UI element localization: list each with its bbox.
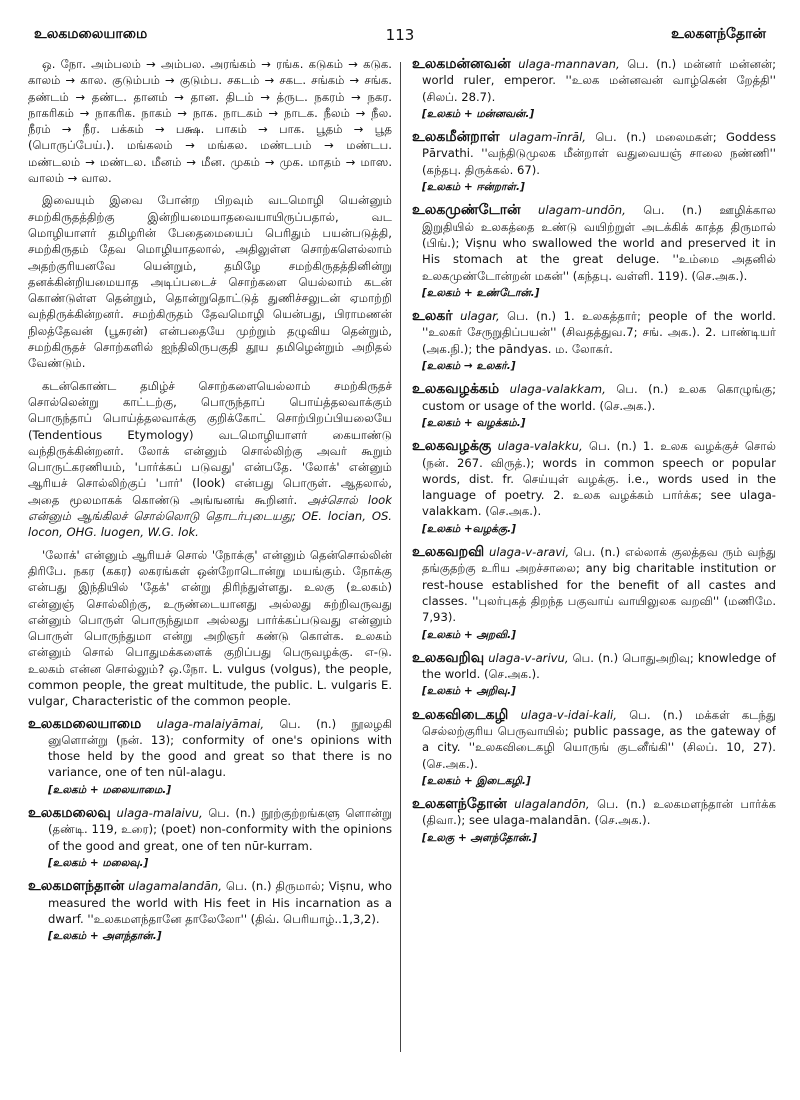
etymology-paragraph-3 [28,378,392,541]
entry-etymology: [உலகம் + வழக்கம்.] [422,416,526,429]
dictionary-entry [412,650,776,683]
entry-transliteration: ulaga-mannavan, [518,57,620,71]
entry-definition: பெ. (n.) உலகமளந்தான் பார்க்க (திவா.); see ulaga-malandān. (செ.அக.). [422,797,776,828]
entry-etymology: [உலகம் + அளந்தான்.] [48,930,162,943]
entry-headword: உலகவழக்கம் [412,381,500,398]
entry-definition: பெ. (n.) நூலழகி னுளொன்று (நன். 13); conformity of one's opinions with those held by the good and great so that there is no variance, one of ten nūl-alagu. [48,716,392,780]
dictionary-entry [28,878,392,927]
entry-definition: பெ. (n.) மக்கள் கடந்து செல்லற்குரிய பெருவாயில்; public passage, as the gateway of a city. ''உலகவிடைகழி யொருங் குடனீங்கி'' (சிலப். 10, 27). (செ.அக.). [422,707,776,771]
entry-definition: பெ. (n.) மன்னர் மன்னன்; world ruler, emperor. ''உலக மன்னவன் வாழ்கென் றேத்தி'' (சிலப். 28.7). [422,57,776,104]
entry-definition: பெ. (n.) திருமால்; Viṣnu, who measured the world with His feet in His incarnation as a dwarf. ''உலகமளந்தானே தாலேலோ'' (திவ். பெரியாழ்..1,3,2). [48,879,392,926]
entry-transliteration: ulaga-valakku, [497,439,583,454]
entry-headword: உலகமளந்தான் [28,878,125,895]
entry-headword: உலகமுண்டோன் [412,202,521,219]
entry-headword: உலகளந்தோன் [412,796,507,813]
etymology-paragraph-2: இவையும் இவை போன்ற பிறவும் வடமொழி யென்னும் சமற்கிருதத்திற்கு இன்றியமையாதவையாயிருப்பதால், வட மொழியாளர் தமிழரின் பேதைமையைப் பெரிதும் பயன்படுத்தி, சமற்கிருதம் தேவ மொழியாதலால், அதிலுள்ள சொற்களெல்லாம் அதற்குரியனவே யென்றும், தமிழே சமற்கிருதத்தினின்று தனக்கின்றியமையாத அடிப்படைச் சொற்களை யெல்லாம் கடன் கொண்டுள்ள தென்றும், தொன்றுதொட்டுத் துணிச்சலுடன் ஏமாற்றி வந்திருக்கின்றனர். சமற்கிருதம் தேவமொழி யென்பது, பிராமணன் நிலத்தேவன் (பூசுரன்) என்பதையே முற்றும் தழுவிய தென்றும், சமற்கிருதச் சொற்களில் ஐந்திலிருபகுதி தூய தமிழென்றும் அறிதல் வேண்டும். [28,193,392,371]
entry-definition: பெ. (n.) எல்லாக் குலத்தவ ரும் வந்து தங்குதற்கு உரிய அறச்சாலை; any big charitable institution or rest-house established for the benefit of all castes and classes. ''புலர்புகத் திறந்த பகுவாய் வாயிலுலக வறவி'' (மணிமே. 7,93). [422,545,776,625]
entry-etymology: [உலகம் + அறிவு.] [422,685,516,698]
entry-etymology: [உலகம் + உண்டோன்.] [422,286,540,299]
etymology-paragraph-4: 'லோக்' என்னும் ஆரியச் சொல் 'நோக்கு' என்னும் தென்சொல்லின் திரிபே. நகர (ககர) லகரங்கள் ஒன்றோடொன்று மயங்கும். நோக்கு என்பது இந்தியில் 'தேக்' என்று திரிந்துள்ளது. உலகு (உலகம்) என்னுஞ் சொல்லிற்கு, உருண்டையானது அல்லது சுற்றிவருவது என்னும் பொருள் பொருந்துமா அல்லது பார்க்கப்படுவது என்னும் பொருள் பொருந்துமா என்று அறிஞர் கண்டு கொள்க. உலகம் என்னும் சொல் பொதுமக்களைக் குறிப்பது பெருவழக்கு. எ-டு. உலகம் என்ன சொல்லும்? ஒ.நோ. L. vulgus (volgus), the people, common people, the great multitude, the public. L. vulgaris E. vulgar, Characteristic of the common people. [28,547,392,709]
entry-headword: உலகமலையாமை [28,715,142,732]
entry-etymology: [உலகம் + மன்னவன்.] [422,107,535,120]
header-left-guideword: உலகமலையாமை [34,26,148,42]
running-head [34,26,766,48]
entry-definition: பெ. (n.) உலக கொழுங்கு; custom or usage of the world. (செ.அக.). [422,382,776,413]
dictionary-entry [28,805,392,854]
dictionary-entry [412,544,776,625]
entry-headword: உலகவறிவு [412,649,485,666]
right-column [412,56,776,1066]
dictionary-entry [412,438,776,519]
dictionary-entry [412,56,776,105]
entry-transliteration: ulaga-v-aravi, [488,545,570,560]
entry-definition: பெ. (n.) 1. உலகத்தார்; people of the world. ''உலகர் சேருறுதிப்பயன்'' (சிவதத்துவ.7; சங். அக.). 2. பாண்டியர் (அக.நி.); the pāndyas. ம. லோகர். [422,309,776,356]
dictionary-entry [412,129,776,178]
dictionary-entry [412,308,776,357]
entry-etymology: [உலகம் → உலகர்.] [422,360,516,373]
entry-transliteration: ulagar, [460,309,500,324]
entry-definition: பெ. (n.) ஊழிக்கால இறுதியில் உலகத்தை உண்டு வயிற்றுள் அடக்கிக் காத்த திருமால் (பிங்.); Viṣnu who swallowed the world and preserved it in His stomach at the great deluge. ''உம்மை அதனில் உலகமுண்டோன்றன் மகன்'' (கந்தபு. வள்ளி. 119). (செ.அக.). [422,203,776,283]
entry-transliteration: ulagam-īnrāl, [509,130,586,145]
entry-transliteration: ulagam-undōn, [538,203,626,218]
entry-transliteration: ulaga-malaiyāmai, [156,716,265,731]
entry-transliteration: ulaga-malaivu, [116,806,203,821]
entry-transliteration: ulaga-v-idai-kali, [520,707,617,722]
entry-transliteration: ulagamalandān, [128,879,222,894]
entry-etymology: [உலகம் + மலைவு.] [48,856,149,869]
entry-transliteration: ulaga-valakkam, [509,382,606,397]
entry-headword: உலகர் [412,308,453,325]
entry-headword: உலகமன்னவன் [412,56,511,72]
entry-etymology: [உலகம் + ஈன்றாள்.] [422,181,525,194]
entry-etymology: [உலகம் + அறவி.] [422,628,516,641]
entry-definition: பெ. (n.) பொதுஅறிவு; knowledge of the world. (செ.அக.). [422,650,776,682]
dictionary-entry [412,202,776,283]
etymology-paragraph-3-text: கடன்கொண்ட தமிழ்ச் சொற்களையெல்லாம் சமற்கிருதச் சொல்லென்று காட்டற்கு, பொருந்தாப் பொய்த்தலவாக்கும் பொருந்தாப் பொய்த்தலவாக்கு குறிக்கோட் சொற்பிறப்பியலையே (Tendentious Etymology) வடமொழியாளர் கையாண்டு வந்திருக்கின்றனர். லோக் என்னும் சொல்லிற்கு அவர் கூறும் பொருட்கரணியம், 'பார்க்கப் படுவது' என்பதே. 'லோக்' என்னும் ஆரியச் சொல்லிற்குப் 'பார்' (look) என்பது பொருள். ஆதலால், அதை மூலமாகக் கொண்டு அங்ஙனங் கூறினர். [28,378,392,507]
entry-definition: பெ. (n.) மலைமகள்; Goddess Pārvathi. ''வந்திடுமுலக மீன்றாள் வதுவையஞ் சாலை நண்ணி'' (கந்தபு. திருக்கல். 67). [422,130,776,177]
entry-etymology: [உலகம் + மலையாமை.] [48,783,172,796]
header-right-guideword: உலகளந்தோன் [671,26,766,42]
entry-headword: உலகவிடைகழி [412,706,509,723]
entry-etymology: [உலகு + அளந்தோன்.] [422,831,538,844]
page-number: 113 [385,26,415,44]
entry-headword: உலகமலைவு [28,805,111,822]
entry-transliteration: ulagalandōn, [514,797,590,812]
column-divider [400,62,401,1052]
dictionary-entry [412,796,776,829]
entry-definition: பெ. (n.) 1. உலக வழக்குச் சொல் (நன். 267. விருத்.); words in common speech or popular words, dist. fr. செய்யுள் வழக்கு. i.e., words used in the language of poetry. 2. உலக வழக்கம் பார்க்க; see ulaga-valakkam. (செ.அக.). [422,439,776,519]
etymology-paragraph-3-cognates: அச்சொல் look என்னும் ஆங்கிலச் சொல்லொடு தொடர்புடையது; OE. locian, OS. locon, OHG. luogen, W.G. lok. [28,492,392,540]
dictionary-entry [412,381,776,414]
entry-headword: உலகமீன்றாள் [412,129,500,146]
entry-etymology: [உலகம் +வழக்கு.] [422,522,516,535]
entry-headword: உலகவழக்கு [412,438,492,455]
entry-definition: பெ. (n.) நூற்குற்றங்களு ளொன்று (தண்டி. 119, உரை); (poet) non-conformity with the opinions of the good and great, one of ten nūr-kurram. [48,806,392,853]
left-column [28,56,392,1066]
entry-etymology: [உலகம் + இடைகழி.] [422,774,531,787]
entry-headword: உலகவறவி [412,544,485,561]
etymology-paragraph-1: ஒ. நோ. அம்பலம் → அம்பல. அரங்கம் → ரங்க. கடுகம் → கடுக. காலம் → கால. குடும்பம் → குடும்ப. சகடம் → சகட. சங்கம் → சங்க. தண்டம் → தண்ட. தானம் → தான. திடம் → த்ருட. நகரம் → நகர. நாகரிகம் → நாகரிக. நாகம் → நாக. நாடகம் → நாடக. நீலம் → நீல. நீரம் → நீர. பக்கம் → பக்ஷ. பாகம் → பாக. பூதம் → பூத (பொருப்பேய்.). மங்கலம் → மங்கல. மண்டபம் → மண்டப. மண்டலம் → மண்டல. மீனம் → மீன. முகம் → முக. மாதம் → மாஸ. வாலம் → வால. [28,57,392,186]
dictionary-entry [28,716,392,781]
entry-transliteration: ulaga-v-arivu, [488,650,569,665]
dictionary-entry [412,707,776,772]
